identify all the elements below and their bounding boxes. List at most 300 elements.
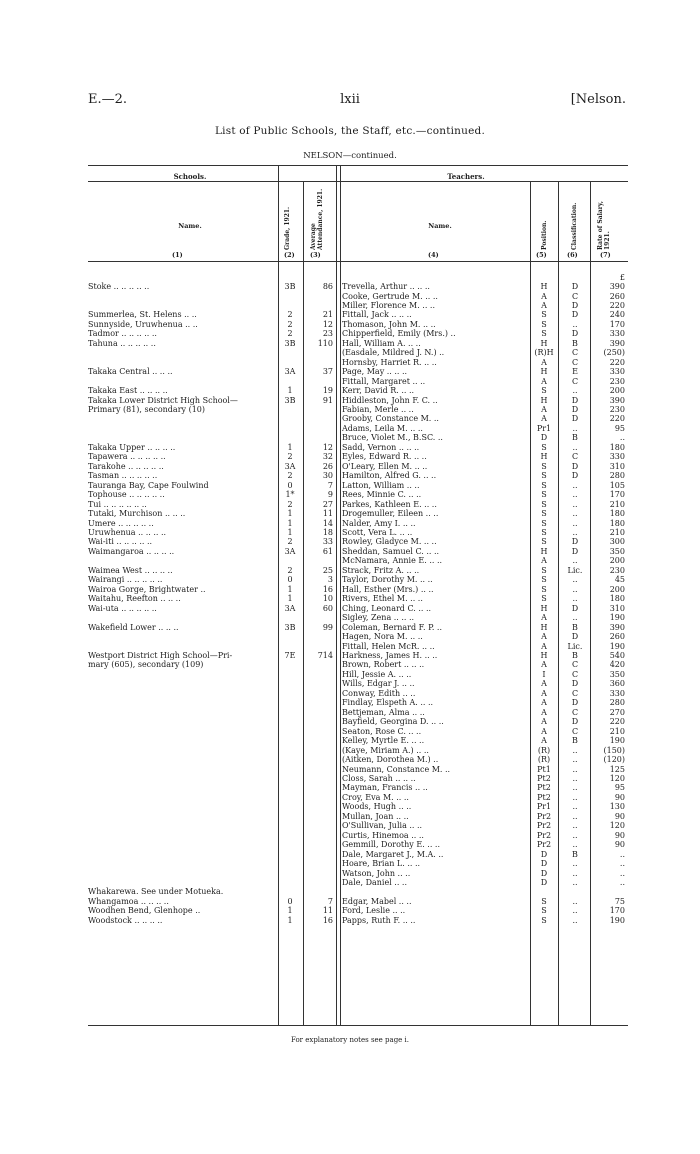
- position-cell: I: [542, 669, 546, 679]
- position-cell: S: [541, 575, 547, 585]
- classification-cell: ..: [572, 423, 578, 433]
- teacher-name: Dale, Margaret J., M.A. ..: [342, 849, 444, 859]
- grade-cell: 1: [287, 584, 293, 594]
- salary-cell: 90: [614, 792, 625, 802]
- position-cell: A: [541, 679, 547, 689]
- school-name: Tasman .. .. .. .. ..: [88, 471, 158, 481]
- position-cell: A: [541, 736, 547, 746]
- salary-cell: 125: [609, 764, 625, 774]
- salary-cell: 330: [609, 367, 625, 377]
- teacher-name: Coleman, Bernard F. P. ..: [342, 622, 442, 632]
- teacher-name: Page, May .. .. ..: [342, 367, 408, 377]
- column-header-rule: [88, 261, 628, 262]
- classification-cell: D: [571, 414, 579, 424]
- teacher-name: Ford, Leslie .. ..: [342, 906, 406, 916]
- position-cell: H: [540, 622, 548, 632]
- school-name: Takaka Lower District High School—: [88, 395, 238, 405]
- teacher-name: Findlay, Elspeth A. .. ..: [342, 698, 434, 708]
- classification-cell: D: [571, 282, 579, 291]
- position-cell: S: [541, 584, 547, 594]
- grade-header: Grade, 1921.: [284, 206, 291, 250]
- col-number-3: (3): [310, 251, 321, 259]
- classification-cell: D: [571, 698, 579, 708]
- teacher-name: McNamara, Annie E. .. ..: [342, 556, 443, 566]
- school-name: Whakarewa. See under Motueka.: [88, 887, 224, 897]
- teacher-name: Hall, William A. .. ..: [342, 338, 421, 348]
- salary-cell: 170: [609, 906, 625, 916]
- classification-cell: ..: [572, 868, 578, 878]
- salary-cell: 280: [609, 471, 625, 481]
- attendance-cell: 37: [322, 367, 333, 377]
- salary-cell: 200: [609, 584, 625, 594]
- classification-cell: ..: [572, 499, 578, 509]
- salary-cell: 190: [609, 613, 625, 623]
- teacher-name: O'Leary, Ellen M. .. ..: [342, 461, 428, 471]
- position-cell: A: [541, 660, 547, 670]
- teacher-name: Fabian, Merle .. ..: [342, 405, 414, 414]
- grade-cell: 1*: [285, 490, 295, 500]
- position-cell: A: [541, 688, 547, 698]
- teacher-name: Eyles, Edward R. .. ..: [342, 452, 427, 462]
- position-cell: Pr2: [536, 830, 552, 840]
- school-name: Whangamoa .. .. .. ..: [88, 896, 169, 906]
- teacher-name: Taylor, Dorothy M. .. ..: [342, 575, 433, 585]
- position-cell: A: [541, 707, 547, 717]
- position-header: Position.: [541, 220, 548, 250]
- classification-cell: ..: [572, 906, 578, 916]
- salary-cell: 210: [609, 499, 625, 509]
- salary-cell: 120: [609, 773, 625, 783]
- school-name: Takaka East .. .. .. ..: [88, 386, 168, 396]
- col-number-6: (6): [567, 251, 578, 259]
- classification-cell: ..: [572, 821, 578, 831]
- position-cell: S: [541, 386, 547, 396]
- grade-cell: 2: [287, 499, 293, 509]
- salary-cell: 105: [609, 480, 625, 490]
- attendance-cell: 23: [322, 329, 333, 339]
- position-cell: S: [541, 906, 547, 916]
- classification-cell: ..: [572, 575, 578, 585]
- school-name: Tahuna .. .. .. .. ..: [88, 338, 156, 348]
- teacher-name: Edgar, Mabel .. ..: [342, 896, 412, 906]
- position-cell: S: [541, 896, 547, 906]
- classification-cell: D: [571, 405, 579, 414]
- attendance-cell: 110: [317, 338, 333, 348]
- salary-cell: 90: [614, 840, 625, 850]
- classification-cell: ..: [572, 319, 578, 329]
- salary-cell: 90: [614, 811, 625, 821]
- col-number-4: (4): [428, 251, 439, 259]
- school-name: Wairoa Gorge, Brightwater ..: [88, 584, 206, 594]
- teacher-name: Wills, Edgar J. .. ..: [342, 679, 415, 689]
- position-cell: Pr1: [536, 423, 552, 433]
- teacher-name: Nalder, Amy I. .. ..: [342, 518, 416, 528]
- teacher-name: Hamilton, Alfred G. .. ..: [342, 471, 437, 481]
- attendance-cell: 714: [317, 650, 333, 660]
- salary-cell: 90: [614, 830, 625, 840]
- position-cell: S: [541, 480, 547, 490]
- teacher-name: Hiddleston, John F. C. ..: [342, 395, 438, 405]
- salary-cell: 45: [614, 575, 625, 585]
- position-cell: H: [540, 395, 548, 405]
- teacher-name: Conway, Edith .. ..: [342, 688, 416, 698]
- classification-cell: ..: [572, 773, 578, 783]
- position-cell: S: [541, 471, 547, 481]
- salary-cell: (120): [603, 755, 625, 764]
- teacher-name: Neumann, Constance M. ..: [342, 764, 451, 774]
- teacher-name: Strack, Fritz A. .. ..: [342, 565, 420, 575]
- grade-cell: 2: [287, 565, 293, 575]
- grade-cell: 2: [287, 537, 293, 547]
- salary-cell: 350: [609, 669, 625, 679]
- teacher-name: Parkes, Kathleen E. .. ..: [342, 499, 437, 509]
- school-name: Tophouse .. .. .. .. ..: [88, 490, 165, 500]
- classification-cell: B: [572, 736, 578, 746]
- position-cell: Pr2: [536, 811, 552, 821]
- position-cell: H: [540, 452, 548, 462]
- teacher-name: Dale, Daniel .. ..: [342, 878, 408, 887]
- salary-cell: 390: [609, 338, 625, 348]
- salary-cell: 330: [609, 329, 625, 339]
- position-cell: H: [540, 367, 548, 377]
- grade-cell: 0: [287, 575, 293, 585]
- classification-cell: D: [571, 537, 579, 547]
- school-name: Westport District High School—Pri-: [88, 650, 233, 660]
- classification-cell: ..: [572, 764, 578, 774]
- classification-cell: ..: [572, 859, 578, 869]
- teacher-name: Fittall, Helen McR. .. ..: [342, 641, 435, 651]
- col-divider-5: [530, 181, 531, 1025]
- teacher-name: (Easdale, Mildred J. N.) ..: [342, 348, 445, 358]
- school-name: Tutaki, Murchison .. .. ..: [88, 509, 186, 518]
- classification-cell: B: [572, 622, 578, 632]
- classification-cell: C: [571, 348, 579, 358]
- classification-cell: ..: [572, 442, 578, 452]
- position-cell: S: [541, 461, 547, 471]
- salary-cell: 270: [609, 707, 625, 717]
- position-cell: A: [541, 291, 547, 301]
- classification-cell: ..: [572, 528, 578, 537]
- school-name: Tarakohe .. .. .. .. ..: [88, 461, 164, 471]
- classification-cell: C: [571, 660, 579, 670]
- classification-cell: ..: [572, 386, 578, 396]
- salary-cell: 220: [609, 357, 625, 367]
- attendance-cell: 3: [327, 575, 333, 585]
- attendance-cell: 33: [322, 537, 333, 547]
- position-cell: D: [540, 433, 548, 443]
- classification-cell: C: [571, 688, 579, 698]
- position-cell: A: [541, 641, 547, 651]
- classification-cell: ..: [572, 509, 578, 518]
- salary-cell: 280: [609, 698, 625, 708]
- grade-cell: 1: [287, 386, 293, 396]
- teachers-group-header: Teachers.: [447, 172, 485, 181]
- salary-cell: 200: [609, 386, 625, 396]
- salary-cell: ..: [619, 859, 625, 869]
- classification-cell: ..: [572, 518, 578, 528]
- teacher-name: Rowley, Gladyce M. .. ..: [342, 537, 437, 547]
- teacher-name: Closs, Sarah .. .. ..: [342, 773, 416, 783]
- page-subtitle: NELSON—continued.: [303, 151, 397, 161]
- teacher-name: Papps, Ruth F. .. ..: [342, 915, 416, 925]
- teacher-name: Rees, Minnie C. .. ..: [342, 490, 422, 500]
- classification-cell: D: [571, 395, 579, 405]
- teacher-name: Fittall, Jack .. .. ..: [342, 310, 412, 320]
- teacher-name: Seaton, Rose C. .. ..: [342, 726, 422, 736]
- salary-cell: 300: [609, 537, 625, 547]
- position-cell: H: [540, 650, 548, 660]
- teacher-name-header: Name.: [428, 222, 452, 230]
- position-cell: S: [541, 442, 547, 452]
- teacher-name: Rivers, Ethel M. .. ..: [342, 594, 423, 604]
- salary-cell: (150): [603, 745, 625, 755]
- grade-cell: 3B: [284, 338, 296, 348]
- teacher-name: Kerr, David R. .. ..: [342, 386, 415, 396]
- attendance-cell: 11: [322, 509, 333, 518]
- group-header-rule: [88, 181, 628, 182]
- teacher-name: Hagen, Nora M. .. ..: [342, 632, 423, 641]
- grade-cell: 3A: [284, 546, 296, 556]
- classification-cell: C: [571, 452, 579, 462]
- salary-cell: 180: [609, 442, 625, 452]
- position-cell: (R): [537, 745, 551, 755]
- school-name: Woodstock .. .. .. ..: [88, 915, 163, 925]
- page-code: E.—2.: [88, 92, 128, 107]
- teacher-name: Woods, Hugh .. ..: [342, 802, 412, 812]
- position-cell: A: [541, 613, 547, 623]
- teacher-name: Gemmill, Dorothy E. .. ..: [342, 840, 440, 850]
- attendance-cell: 7: [327, 896, 333, 906]
- teacher-name: Adams, Leila M. .. ..: [342, 423, 423, 433]
- page-title: List of Public Schools, the Staff, etc.—continued.: [215, 125, 485, 137]
- grade-cell: 1: [287, 915, 293, 925]
- salary-cell: 220: [609, 300, 625, 310]
- position-cell: S: [541, 565, 547, 575]
- salary-cell: 130: [609, 802, 625, 812]
- attendance-cell: 10: [322, 594, 333, 604]
- grade-cell: 2: [287, 310, 293, 320]
- salary-cell: 200: [609, 556, 625, 566]
- position-cell: H: [540, 546, 548, 556]
- attendance-cell: 19: [322, 386, 333, 396]
- classification-cell: D: [571, 717, 579, 727]
- salary-cell: 230: [609, 376, 625, 386]
- salary-cell: 330: [609, 452, 625, 462]
- teacher-name: Hoare, Brian L. .. ..: [342, 859, 421, 869]
- teacher-name: Kelley, Myrtle E. .. ..: [342, 736, 425, 746]
- classification-cell: C: [571, 376, 579, 386]
- attendance-cell: 30: [322, 471, 333, 481]
- classification-cell: ..: [572, 745, 578, 755]
- salary-cell: 350: [609, 546, 625, 556]
- salary-cell: 170: [609, 319, 625, 329]
- col-divider-3: [336, 165, 337, 1025]
- classification-cell: B: [572, 849, 578, 859]
- attendance-cell: 26: [322, 461, 333, 471]
- school-name: Tapawera .. .. .. .. ..: [88, 452, 166, 462]
- classification-cell: ..: [572, 584, 578, 594]
- school-name: Wai-iti .. .. .. .. ..: [88, 537, 153, 547]
- school-name: Waimea West .. .. .. ..: [88, 565, 173, 575]
- salary-cell: 210: [609, 528, 625, 537]
- teacher-name: Bayfield, Georgina D. .. ..: [342, 717, 444, 727]
- classification-cell: ..: [572, 802, 578, 812]
- grade-cell: 3B: [284, 282, 296, 291]
- teacher-name: O'Sullivan, Julia .. ..: [342, 821, 423, 831]
- position-cell: Pr1: [536, 802, 552, 812]
- grade-cell: 0: [287, 480, 293, 490]
- school-name: Tui .. .. .. .. .. ..: [88, 499, 147, 509]
- table-top-rule: [88, 165, 628, 166]
- position-cell: S: [541, 319, 547, 329]
- salary-cell: ..: [619, 878, 625, 887]
- school-name: Wai-uta .. .. .. .. ..: [88, 603, 157, 613]
- classification-cell: D: [571, 632, 579, 641]
- grade-cell: 2: [287, 319, 293, 329]
- attendance-header: Average Attendance, 1921.: [310, 188, 324, 250]
- grade-cell: 1: [287, 442, 293, 452]
- salary-cell: 180: [609, 594, 625, 604]
- position-cell: S: [541, 499, 547, 509]
- classification-cell: ..: [572, 755, 578, 764]
- classification-cell: D: [571, 461, 579, 471]
- position-cell: (R): [537, 755, 551, 764]
- teacher-name: Mullan, Joan .. ..: [342, 811, 409, 821]
- salary-cell: 180: [609, 509, 625, 518]
- grade-cell: 1: [287, 518, 293, 528]
- salary-cell: ..: [619, 868, 625, 878]
- teacher-name: Chipperfield, Emily (Mrs.) ..: [342, 329, 456, 339]
- classification-cell: D: [571, 546, 579, 556]
- salary-cell: 360: [609, 679, 625, 689]
- grade-cell: 1: [287, 509, 293, 518]
- classification-cell: C: [571, 726, 579, 736]
- attendance-cell: 11: [322, 906, 333, 916]
- position-cell: D: [540, 868, 548, 878]
- grade-cell: 1: [287, 906, 293, 916]
- position-cell: A: [541, 414, 547, 424]
- teacher-name: Curtis, Hinemoa .. ..: [342, 830, 424, 840]
- attendance-cell: 16: [322, 584, 333, 594]
- teacher-name: (Aitken, Dorothea M.) ..: [342, 755, 439, 764]
- col-number-1: (1): [172, 251, 183, 259]
- classification-cell: C: [571, 357, 579, 367]
- col-number-7: (7): [600, 251, 611, 259]
- position-cell: A: [541, 556, 547, 566]
- classification-cell: ..: [572, 896, 578, 906]
- teacher-name: Bettjeman, Alma .. ..: [342, 707, 425, 717]
- salary-cell: (250): [603, 348, 625, 358]
- page-number: lxii: [340, 92, 360, 107]
- teacher-name: Mayman, Francis .. ..: [342, 783, 428, 793]
- col-divider-4: [340, 165, 341, 1025]
- school-name: Uruwhenua .. .. .. ..: [88, 528, 167, 537]
- salary-cell: 330: [609, 688, 625, 698]
- salary-cell: 540: [609, 650, 625, 660]
- position-cell: (R)H: [534, 348, 554, 358]
- attendance-cell: 99: [322, 622, 333, 632]
- position-cell: A: [541, 726, 547, 736]
- classification-cell: ..: [572, 594, 578, 604]
- table-bottom-rule: [88, 1025, 628, 1026]
- page-region: [Nelson.: [570, 92, 626, 107]
- salary-cell: 310: [609, 603, 625, 613]
- footer-note: For explanatory notes see page i.: [290, 1036, 410, 1044]
- salary-cell: ..: [619, 433, 625, 443]
- school-name: Wakefield Lower .. .. ..: [88, 622, 179, 632]
- schools-group-header: Schools.: [173, 172, 207, 181]
- salary-cell: 210: [609, 726, 625, 736]
- classification-cell: ..: [572, 878, 578, 887]
- position-cell: H: [540, 603, 548, 613]
- position-cell: S: [541, 528, 547, 537]
- school-name: mary (605), secondary (109): [88, 660, 204, 670]
- attendance-cell: 14: [322, 518, 333, 528]
- position-cell: Pr2: [536, 840, 552, 850]
- grade-cell: 0: [287, 896, 293, 906]
- position-cell: S: [541, 509, 547, 518]
- attendance-cell: 9: [327, 490, 333, 500]
- classification-cell: ..: [572, 783, 578, 793]
- school-name: Woodhen Bend, Glenhope ..: [88, 906, 201, 916]
- teacher-name: Hill, Jessie A. .. ..: [342, 669, 412, 679]
- classification-cell: D: [571, 679, 579, 689]
- salary-cell: 95: [614, 783, 625, 793]
- position-cell: A: [541, 632, 547, 641]
- school-name: Umere .. .. .. .. ..: [88, 518, 154, 528]
- salary-cell: 420: [609, 660, 625, 670]
- grade-cell: 2: [287, 471, 293, 481]
- school-name: Tadmor .. .. .. .. ..: [88, 329, 157, 339]
- teacher-name: Scott, Vera L. .. ..: [342, 528, 413, 537]
- attendance-cell: 91: [322, 395, 333, 405]
- position-cell: A: [541, 357, 547, 367]
- teacher-name: Harkness, James H. .. ..: [342, 650, 438, 660]
- classification-cell: D: [571, 471, 579, 481]
- school-name: Primary (81), secondary (10): [88, 405, 206, 414]
- teacher-name: Fittall, Margaret .. ..: [342, 376, 426, 386]
- col-divider-7: [590, 181, 591, 1025]
- classification-cell: C: [571, 707, 579, 717]
- teacher-name: Trevella, Arthur .. .. ..: [342, 282, 430, 291]
- grade-cell: 3B: [284, 395, 296, 405]
- salary-cell: 390: [609, 282, 625, 291]
- salary-cell: 240: [609, 310, 625, 320]
- col-divider-6: [558, 181, 559, 1025]
- position-cell: S: [541, 518, 547, 528]
- attendance-cell: 21: [322, 310, 333, 320]
- attendance-cell: 12: [322, 442, 333, 452]
- position-cell: D: [540, 849, 548, 859]
- classification-cell: D: [571, 300, 579, 310]
- col-number-2: (2): [284, 251, 295, 259]
- salary-cell: 230: [609, 565, 625, 575]
- classification-header: Classification.: [571, 202, 578, 250]
- salary-cell: 390: [609, 622, 625, 632]
- salary-cell: 230: [609, 405, 625, 414]
- teacher-name: Bruce, Violet M., B.SC. ..: [342, 433, 443, 443]
- attendance-cell: 32: [322, 452, 333, 462]
- currency-symbol: £: [619, 273, 625, 282]
- attendance-cell: 12: [322, 319, 333, 329]
- grade-cell: 3A: [284, 461, 296, 471]
- salary-cell: 310: [609, 461, 625, 471]
- school-name: Waitahu, Reefton .. .. ..: [88, 594, 181, 604]
- teacher-name: Watson, John .. ..: [342, 868, 411, 878]
- classification-cell: C: [571, 669, 579, 679]
- classification-cell: B: [572, 650, 578, 660]
- attendance-cell: 86: [322, 282, 333, 291]
